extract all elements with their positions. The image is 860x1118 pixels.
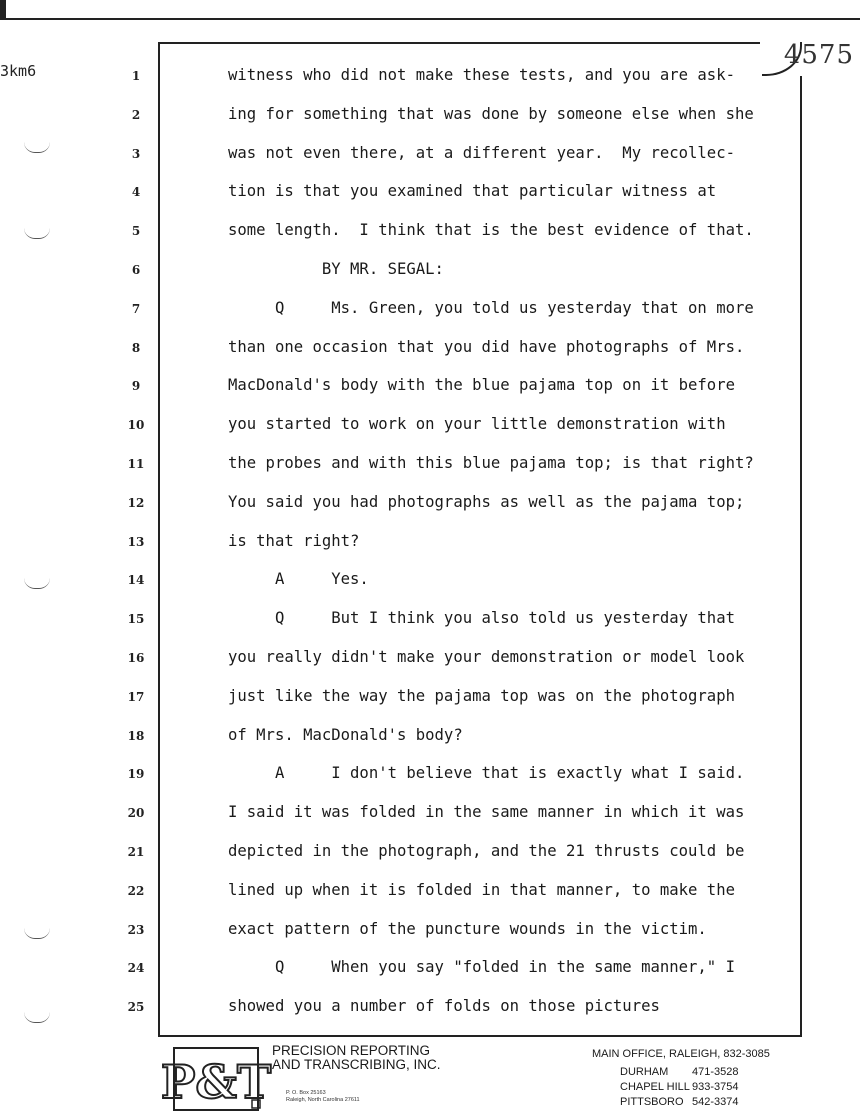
line-number: 15: [127, 612, 145, 627]
office-city: DURHAM: [620, 1066, 669, 1078]
line-number: 19: [127, 767, 145, 782]
line-number: 10: [127, 418, 145, 433]
line-number: 23: [127, 922, 145, 937]
line-number: 22: [127, 883, 145, 898]
line-number: 24: [127, 961, 145, 976]
line-number: 13: [127, 534, 145, 549]
line-number: 9: [131, 379, 141, 394]
line-number: 6: [131, 263, 141, 277]
address-line-1: P. O. Box 25163: [286, 1090, 326, 1096]
margin-mark: [24, 142, 50, 153]
line-number: 2: [131, 107, 141, 122]
main-office: MAIN OFFICE, RALEIGH, 832-3085: [592, 1048, 770, 1060]
line-number: 3: [131, 146, 141, 161]
transcript-line: just like the way the pajama top was on the photograph: [228, 686, 735, 705]
transcript-line: you started to work on your little demonstration with: [228, 415, 726, 434]
line-number: 16: [127, 651, 145, 665]
company-logo: [160, 1044, 272, 1114]
transcript-line: is that right?: [228, 531, 360, 550]
line-number: 17: [127, 689, 145, 704]
line-number: 21: [127, 845, 145, 859]
logo-lettering: P&T: [160, 1055, 272, 1109]
office-phone: 471-3528: [692, 1066, 739, 1078]
line-number: 5: [131, 224, 141, 239]
line-number: 7: [131, 301, 141, 316]
office-phone: 542-3374: [692, 1096, 739, 1108]
page-number: 4575: [783, 40, 854, 70]
transcript-line: tion is that you examined that particular witness at: [228, 182, 717, 201]
transcript-line: exact pattern of the puncture wounds in the victim.: [228, 919, 707, 938]
transcript-line: I said it was folded in the same manner in which it was: [228, 803, 745, 822]
transcript-line: Q When you say "folded in the same manner," I: [228, 958, 735, 977]
transcript-line: A Yes.: [228, 570, 369, 589]
company-line-1: PRECISION REPORTING: [272, 1043, 431, 1058]
transcript-line: than one occasion that you did have photographs of Mrs.: [228, 337, 745, 356]
transcript-line: the probes and with this blue pajama top; is that right?: [228, 454, 754, 472]
address-line-2: Raleigh, North Carolina 27611: [286, 1097, 360, 1103]
line-number: 25: [127, 1000, 145, 1015]
transcript-line: ing for something that was done by someone else when she: [228, 104, 754, 123]
transcript-line: A I don't believe that is exactly what I said.: [228, 764, 745, 783]
transcript-line: you really didn't make your demonstration or model look: [228, 648, 745, 666]
transcript-line: witness who did not make these tests, and you are ask-: [228, 66, 735, 84]
office-row: [620, 1066, 739, 1078]
line-number: 14: [127, 573, 145, 588]
margin-mark: [24, 228, 50, 239]
transcript-line: Q But I think you also told us yesterday that: [228, 609, 735, 628]
line-number: 20: [127, 806, 145, 821]
line-number: 11: [127, 457, 145, 471]
company-address: [286, 1090, 360, 1104]
line-number: 1: [131, 69, 141, 83]
transcript-line: BY MR. SEGAL:: [228, 260, 444, 278]
transcript-line: showed you a number of folds on those pictures: [228, 997, 660, 1016]
line-number: 18: [127, 728, 145, 743]
transcript-line: lined up when it is folded in that manner, to make the: [228, 880, 735, 899]
office-row: [620, 1081, 739, 1093]
line-number: 8: [131, 340, 141, 355]
transcript-line: You said you had photographs as well as the pajama top;: [228, 492, 745, 511]
reporter-code: 3km6: [0, 62, 37, 80]
company-name: [272, 1044, 441, 1072]
footer: [0, 1040, 860, 1118]
margin-mark: [24, 578, 50, 589]
office-row: [620, 1096, 739, 1108]
transcript-line: depicted in the photograph, and the 21 thrusts could be: [228, 842, 745, 860]
line-number: 4: [131, 185, 141, 200]
office-city: PITTSBORO: [620, 1096, 684, 1108]
transcript-line: of Mrs. MacDonald's body?: [228, 725, 463, 744]
margin-mark: [24, 928, 50, 939]
line-number: 12: [127, 495, 145, 510]
company-line-2: AND TRANSCRIBING, INC.: [272, 1057, 441, 1072]
top-rule: [0, 0, 860, 20]
transcript-line: MacDonald's body with the blue pajama top on it before: [228, 376, 735, 395]
margin-mark: [24, 1012, 50, 1023]
transcript-line: was not even there, at a different year. My recollec-: [228, 143, 735, 162]
transcript-line: Q Ms. Green, you told us yesterday that on more: [228, 298, 754, 317]
office-city: CHAPEL HILL: [620, 1081, 690, 1093]
transcript-line: some length. I think that is the best evidence of that.: [228, 221, 754, 240]
office-phone: 933-3754: [692, 1081, 739, 1093]
